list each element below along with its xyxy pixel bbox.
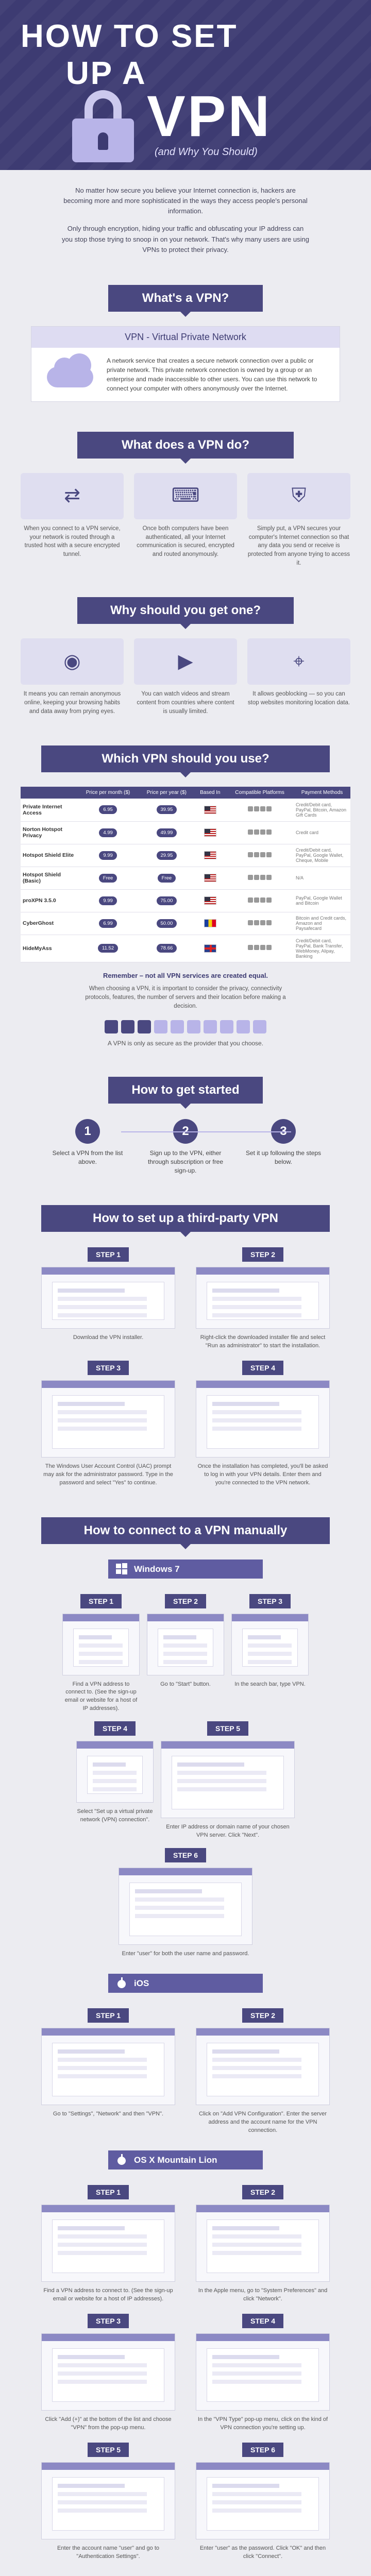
price-month: 4.99 <box>77 821 139 844</box>
banner-what-does: What does a VPN do? <box>77 432 294 459</box>
platforms <box>226 844 294 867</box>
title-line2: UP A <box>66 56 147 91</box>
platforms <box>226 867 294 889</box>
intro <box>0 170 371 270</box>
email-screenshot <box>62 1614 140 1675</box>
start-screenshot <box>147 1614 224 1675</box>
step-heading: STEP 6 <box>242 2443 283 2457</box>
start-step-1 <box>49 1119 126 1175</box>
based-in <box>195 799 226 821</box>
section-get-started <box>0 1062 371 1190</box>
step-heading: STEP 3 <box>88 2314 129 2328</box>
price-month: 6.99 <box>77 912 139 935</box>
platforms <box>226 799 294 821</box>
payment-methods: PayPal, Google Wallet and Bitcoin <box>294 889 350 912</box>
step-text: Find a VPN address to connect to. (See the sign-up email or website for a host of IP addresses). <box>43 2287 173 2302</box>
step-text: Click on "Add VPN Configuration". Enter the server address and the account name for the VPN connection. <box>198 2111 327 2133</box>
table-row <box>21 889 350 912</box>
card-text: You can watch videos and stream content from countries where content is usually limited. <box>137 691 234 715</box>
remember-text: When choosing a VPN, it is important to consider the privacy, connectivity protocols, features, the number of servers and their location before making a decision. <box>85 985 286 1010</box>
step-text: Once the installation has completed, you'll be asked to log in with your VPN details. Enter them and you're connected to the VPN network. <box>197 1463 328 1486</box>
flag-icon <box>204 874 216 882</box>
price-year: Free <box>139 867 195 889</box>
step-text: Find a VPN address to connect to. (See the sign-up email or website for a host of IP addresses). <box>64 1681 138 1712</box>
start-step-3 <box>245 1119 322 1175</box>
based-in <box>195 844 226 867</box>
step-connector <box>121 1131 291 1132</box>
ios-step-1 <box>41 2008 175 2135</box>
table-row <box>21 935 350 962</box>
payment-methods: Credit/Debit card, PayPal, Bitcoin, Amazon Gift Cards <box>294 799 350 821</box>
section-whats-vpn <box>0 270 371 417</box>
step-heading: STEP 1 <box>88 2008 129 2023</box>
price-month: 9.99 <box>77 889 139 912</box>
step-text: Right-click the downloaded installer file and select "Run as administrator" to start the installation. <box>200 1334 326 1349</box>
security-meter <box>77 1020 294 1033</box>
location-icon: ⌖ <box>247 638 350 685</box>
step-heading: STEP 2 <box>165 1594 206 1608</box>
windows-icon <box>115 1563 128 1575</box>
step-heading: STEP 2 <box>242 1247 283 1262</box>
osx-step-2 <box>196 2185 330 2303</box>
vpn-name: CyberGhost <box>21 912 77 935</box>
flag-icon <box>204 851 216 859</box>
banner-manual: How to connect to a VPN manually <box>41 1517 330 1544</box>
ios-label: iOS <box>134 1978 149 1989</box>
vpn-name: Private Internet Access <box>21 799 77 821</box>
based-in <box>195 912 226 935</box>
step-number: 1 <box>75 1119 100 1144</box>
price-year: 29.95 <box>139 844 195 867</box>
price-year: 39.95 <box>139 799 195 821</box>
osx-preferences-screenshot <box>196 2205 330 2282</box>
payment-methods: Bitcoin and Credit cards, Amazon and Paysafecard <box>294 912 350 935</box>
table-row <box>21 799 350 821</box>
card-text: Once both computers have been authenticated, all your Internet communication is secured, encrypted and routed anonymously. <box>137 525 234 557</box>
step-text: Enter "user" for both the user name and password. <box>122 1951 249 1957</box>
title-line1: HOW TO SET <box>21 19 238 54</box>
play-icon: ▶ <box>134 638 237 685</box>
win-step-6 <box>119 1848 252 1958</box>
flag-icon <box>204 919 216 927</box>
step-heading: STEP 1 <box>88 1247 129 1262</box>
section-what-does <box>0 417 371 583</box>
banner-whats-vpn: What's a VPN? <box>108 285 263 312</box>
price-year: 78.66 <box>139 935 195 962</box>
osx-step-3 <box>41 2314 175 2432</box>
apple-icon <box>115 2154 128 2166</box>
win-step-3 <box>231 1594 309 1714</box>
step-heading: STEP 1 <box>88 2185 129 2199</box>
osx-add-screenshot <box>41 2333 175 2411</box>
based-in <box>195 821 226 844</box>
table-row <box>21 867 350 889</box>
payment-methods: N/A <box>294 867 350 889</box>
tp-step-4 <box>196 1361 330 1487</box>
intro-p1: No matter how secure you believe your Internet connection is, hackers are becoming more and more sophisticated in the ways they access people's personal information. <box>63 187 308 215</box>
search-screenshot <box>231 1614 309 1675</box>
price-month: 11.52 <box>77 935 139 962</box>
vpn-name: proXPN 3.5.0 <box>21 889 77 912</box>
step-text: Enter the account name "user" and go to "Authentication Settings". <box>57 2545 159 2560</box>
card-auth <box>134 473 237 567</box>
intro-p2: Only through encryption, hiding your traffic and obfuscating your IP address can you stop those trying to snoop in on your network. That's why many users are using VPNs to protect their privacy. <box>62 225 309 253</box>
apple-icon <box>115 1977 128 1989</box>
step-text: In the search bar, type VPN. <box>234 1681 306 1687</box>
flag-icon <box>204 828 216 837</box>
flag-icon <box>204 896 216 905</box>
card-tunnel <box>21 473 124 567</box>
title-vpn: VPN <box>147 84 272 148</box>
eye-icon: ◉ <box>21 638 124 685</box>
card-text: It means you can remain anonymous online, keeping your browsing habits and data away from prying eyes. <box>23 691 121 715</box>
table-row <box>21 912 350 935</box>
card-text: It allows geoblocking — so you can stop websites monitoring location data. <box>247 691 350 706</box>
vpn-name: HideMyAss <box>21 935 77 962</box>
tp-step-2 <box>196 1247 330 1350</box>
step-heading: STEP 6 <box>165 1848 206 1862</box>
price-month: Free <box>77 867 139 889</box>
banner-why: Why should you get one? <box>77 597 294 624</box>
based-in <box>195 935 226 962</box>
tp-step-1 <box>41 1247 175 1350</box>
login-screenshot <box>196 1380 330 1458</box>
card-anonymous <box>21 638 124 716</box>
step-heading: STEP 4 <box>94 1721 136 1736</box>
step-heading: STEP 5 <box>207 1721 248 1736</box>
ip-address-screenshot <box>161 1741 295 1818</box>
remember-heading: Remember – not all VPN services are created equal. <box>103 971 268 979</box>
osx-step-4 <box>196 2314 330 2432</box>
payment-methods: Credit card <box>294 821 350 844</box>
ios-settings-screenshot <box>41 2028 175 2105</box>
section-manual <box>0 1503 371 2576</box>
ios-config-screenshot <box>196 2028 330 2105</box>
table-row <box>21 821 350 844</box>
run-as-admin-screenshot <box>196 1267 330 1329</box>
step-heading: STEP 3 <box>249 1594 291 1608</box>
step-heading: STEP 4 <box>242 2314 283 2328</box>
table-header: Payment Methods <box>294 787 350 799</box>
platforms <box>226 889 294 912</box>
download-screenshot <box>41 1267 175 1329</box>
step-text: Go to "Settings", "Network" and then "VPN". <box>53 2111 164 2117</box>
uac-screenshot <box>41 1380 175 1458</box>
ios-step-2 <box>196 2008 330 2135</box>
osx-step-5 <box>41 2443 175 2561</box>
step-text: Set it up following the steps below. <box>245 1149 322 1166</box>
win-step-2 <box>147 1594 224 1714</box>
cloud-icon <box>42 357 98 393</box>
shield-icon: ⛨ <box>247 473 350 519</box>
flag-icon <box>204 944 216 953</box>
definition-text: A network service that creates a secure network connection over a public or private network. This private network connection is owned by a group or an enterprise and made inaccessible to other users. You can use this network to connect your computer with others anonymously over the Internet. <box>107 357 317 392</box>
table-header: Price per month ($) <box>77 787 139 799</box>
price-year: 49.99 <box>139 821 195 844</box>
table-row <box>21 844 350 867</box>
card-text: When you connect to a VPN service, your network is routed through a trusted host with a secure encrypted tunnel. <box>24 525 121 557</box>
subtitle: (and Why You Should) <box>155 146 258 158</box>
step-text: Enter IP address or domain name of your chosen VPN server. Click "Next". <box>166 1824 290 1839</box>
osx-step-1 <box>41 2185 175 2303</box>
header <box>0 0 371 170</box>
platforms <box>226 935 294 962</box>
platforms <box>226 821 294 844</box>
flag-icon <box>204 806 216 814</box>
table-header: Compatible Platforms <box>226 787 294 799</box>
payment-methods: Credit/Debit card, PayPal, Google Wallet, Cheque, Mobile <box>294 844 350 867</box>
step-text: The Windows User Account Control (UAC) prompt may ask for the administrator password. Type in the password and select "Yes" to continue. <box>43 1463 173 1486</box>
vpn-name: Hotspot Shield (Basic) <box>21 867 77 889</box>
step-text: Go to "Start" button. <box>160 1681 211 1687</box>
platforms <box>226 912 294 935</box>
setup-vpn-screenshot <box>76 1741 154 1803</box>
price-month: 9.99 <box>77 844 139 867</box>
based-in <box>195 867 226 889</box>
start-step-2 <box>147 1119 224 1175</box>
banner-third-party: How to set up a third-party VPN <box>41 1205 330 1232</box>
step-heading: STEP 1 <box>80 1594 122 1608</box>
osx-banner <box>108 2150 263 2170</box>
step-heading: STEP 4 <box>242 1361 283 1375</box>
computers-icon: ⌨ <box>134 473 237 519</box>
step-text: Select a VPN from the list above. <box>52 1149 123 1166</box>
vpn-name: Hotspot Shield Elite <box>21 844 77 867</box>
osx-account-screenshot <box>41 2462 175 2539</box>
step-heading: STEP 5 <box>88 2443 129 2457</box>
card-stream <box>134 638 237 716</box>
section-which <box>0 731 371 1062</box>
win-step-5 <box>161 1721 295 1840</box>
osx-label: OS X Mountain Lion <box>134 2155 217 2165</box>
card-text: Simply put, a VPN secures your computer's Internet connection so that any data you send or receive is protected from anyone trying to access it. <box>247 525 350 566</box>
table-header <box>21 787 77 799</box>
step-text: In the "VPN Type" pop-up menu, click on the kind of VPN connection you're setting up. <box>197 2416 328 2431</box>
definition-title: VPN - Virtual Private Network <box>31 327 340 348</box>
based-in <box>195 889 226 912</box>
windows-banner <box>108 1560 263 1579</box>
card-secure <box>247 473 350 567</box>
tp-step-3 <box>41 1361 175 1487</box>
section-why <box>0 583 371 731</box>
vpn-name: Norton Hotspot Privacy <box>21 821 77 844</box>
price-year: 75.00 <box>139 889 195 912</box>
step-heading: STEP 2 <box>242 2008 283 2023</box>
step-text: In the Apple menu, go to "System Preferences" and click "Network". <box>198 2287 328 2302</box>
step-text: Click "Add (+)" at the bottom of the list and choose "VPN" from the pop-up menu. <box>45 2416 172 2431</box>
step-heading: STEP 3 <box>88 1361 129 1375</box>
lock-icon <box>72 90 134 157</box>
payment-methods: Credit/Debit card, PayPal, Bank Transfer, WebMoney, Alipay, Banking <box>294 935 350 962</box>
win-step-4 <box>76 1721 154 1840</box>
windows-label: Windows 7 <box>134 1564 180 1574</box>
section-third-party <box>0 1191 371 1503</box>
secure-note: A VPN is only as secure as the provider that you choose. <box>107 1040 264 1047</box>
tunnel-icon: ⇄ <box>21 473 124 519</box>
osx-email-screenshot <box>41 2205 175 2282</box>
card-geoblock <box>247 638 350 716</box>
table-header: Price per year ($) <box>139 787 195 799</box>
table-header: Based In <box>195 787 226 799</box>
osx-vpn-type-screenshot <box>196 2333 330 2411</box>
step-text: Enter "user" as the password. Click "OK" and then click "Connect". <box>199 2545 326 2560</box>
banner-get-started: How to get started <box>108 1077 263 1104</box>
price-year: 50.00 <box>139 912 195 935</box>
step-text: Sign up to the VPN, either through subscription or free sign-up. <box>147 1149 224 1175</box>
step-heading: STEP 2 <box>242 2185 283 2199</box>
osx-step-6 <box>196 2443 330 2561</box>
banner-which: Which VPN should you use? <box>41 745 330 772</box>
win-step-1 <box>62 1594 140 1714</box>
credentials-screenshot <box>119 1868 252 1945</box>
vpn-comparison-table <box>21 787 350 962</box>
osx-connect-screenshot <box>196 2462 330 2539</box>
price-month: 6.95 <box>77 799 139 821</box>
step-text: Download the VPN installer. <box>73 1334 144 1341</box>
definition-box <box>31 326 340 402</box>
step-text: Select "Set up a virtual private network (VPN) connection". <box>77 1808 153 1823</box>
ios-banner <box>108 1974 263 1993</box>
